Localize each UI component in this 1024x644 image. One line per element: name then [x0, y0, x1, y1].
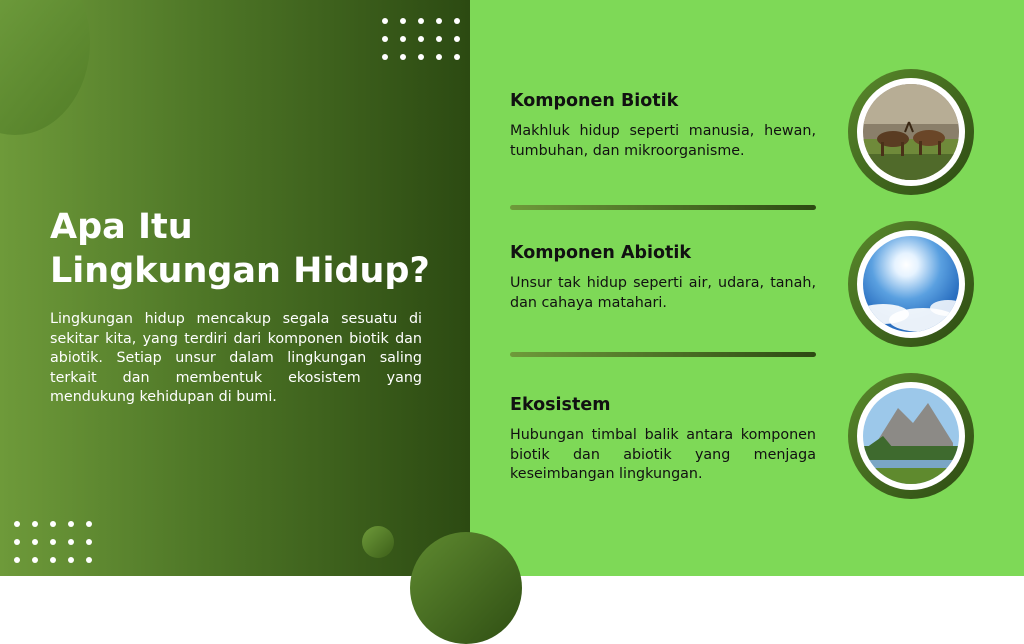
sun-sky-photo: [863, 236, 959, 332]
dot-grid-top: [382, 18, 460, 60]
title-line-2: Lingkungan Hidup?: [50, 251, 430, 291]
left-panel: [0, 0, 470, 576]
title-line-1: Apa Itu: [50, 207, 193, 247]
deer-photo-frame: [848, 69, 974, 195]
decorative-circle: [0, 0, 90, 135]
intro-paragraph: Lingkungan hidup mencakup segala sesuatu di sekitar kita, yang terdiri dari komponen biotik dan abiotik. Setiap unsur dalam lingkungan saling terkait dan membentuk ekosistem yang mendukung kehidupan di bumi.: [50, 311, 422, 405]
item-title-biotik: Komponen Biotik: [510, 91, 679, 111]
item-title-abiotik: Komponen Abiotik: [510, 243, 692, 263]
item-desc-biotik: Makhluk hidup seperti manusia, hewan, tumbuhan, dan mikroorganisme.: [510, 123, 816, 159]
mountain-lake-photo: [863, 388, 959, 484]
item-desc-ekosistem: Hubungan timbal balik antara komponen biotik dan abiotik yang menjaga keseimbangan lingkungan.: [510, 427, 816, 482]
decorative-small-circle: [362, 526, 394, 558]
page-title: [50, 205, 430, 293]
dot-grid-bottom: [14, 521, 92, 563]
sun-sky-photo-frame: [848, 221, 974, 347]
item-title-ekosistem: Ekosistem: [510, 395, 611, 415]
separator-bar: [510, 352, 816, 357]
deer-photo: [863, 84, 959, 180]
item-desc-abiotik: Unsur tak hidup seperti air, udara, tanah, dan cahaya matahari.: [510, 275, 816, 311]
decorative-large-circle: [410, 532, 522, 644]
mountain-lake-photo-frame: [848, 373, 974, 499]
separator-bar: [510, 205, 816, 210]
